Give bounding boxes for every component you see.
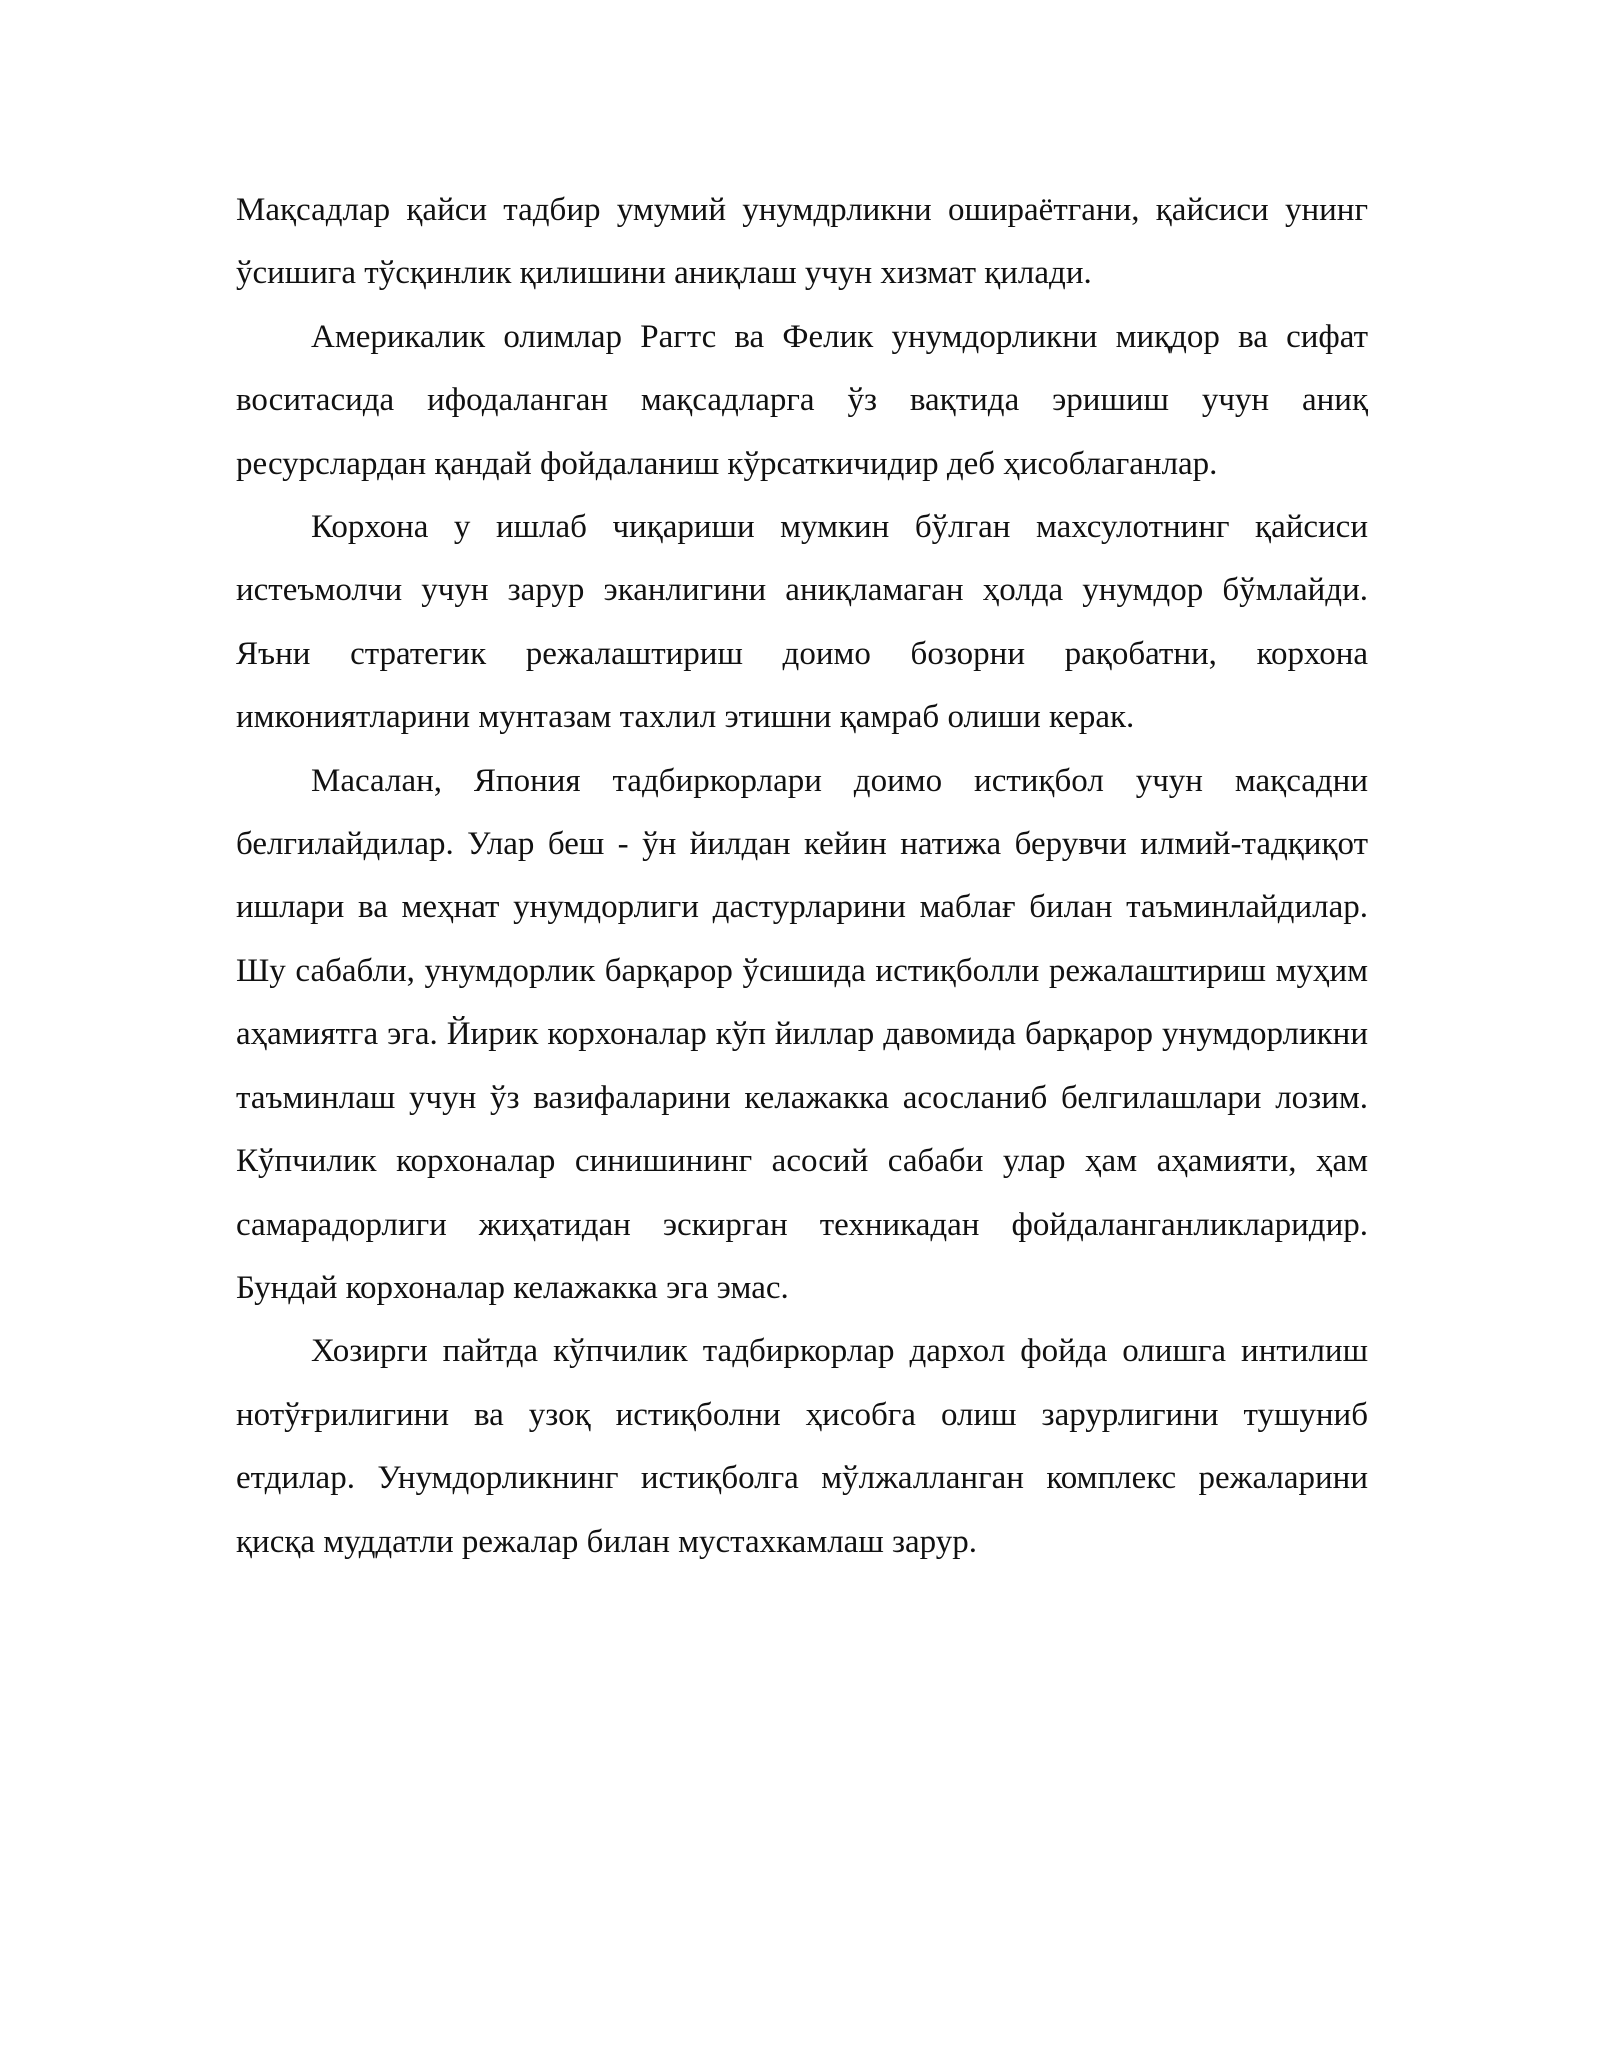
document-body [236,179,1368,1574]
paragraph-4: Масалан, Япония тадбиркорлари доимо истиқбол учун мақсадни белгилайдилар. Улар беш - ўн йилдан кейин натижа берувчи илмий-тадқиқот ишлари ва меҳнат унумдорлиги дастурларини маблағ билан таъминлайдилар. Шу сабабли, унумдорлик барқарор ўсишида истиқболли режалаштириш муҳим аҳамиятга эга. Йирик корхоналар кўп йиллар давомида барқарор унумдорликни таъминлаш учун ўз вазифаларини келажакка асосланиб белгилашлари лозим. Кўпчилик корхоналар синишининг асосий сабаби улар ҳам аҳамияти, ҳам самарадорлиги жиҳатидан эскирган техникадан фойдаланганликларидир. Бундай корхоналар келажакка эга эмас. [236,762,1368,1306]
paragraph-3: Корхона у ишлаб чиқариши мумкин бўлган махсулотнинг қайсиси истеъмолчи учун зарур эканлигини аниқламаган ҳолда унумдор бўмлайди. Яъни стратегик режалаштириш доимо бозорни рақобатни, корхона имкониятларини мунтазам тахлил этишни қамраб олиши керак. [236,509,1368,736]
paragraph-1: Мақсадлар қайси тадбир умумий унумдрликни ошираётгани, қайсиси унинг ўсишига тўсқинлик қилишини аниқлаш учун хизмат қилади. [236,192,1368,292]
paragraph-2: Америкалик олимлар Рагтс ва Фелик унумдорликни миқдор ва сифат воситасида ифодаланган мақсадларга ўз вақтида эришиш учун аниқ ресурслардан қандай фойдаланиш кўрсаткичидир деб ҳисоблаганлар. [236,318,1368,482]
paragraph-5: Хозирги пайтда кўпчилик тадбиркорлар дархол фойда олишга интилиш нотўғрилигини ва узоқ истиқболни ҳисобга олиш зарурлигини тушуниб етдилар. Унумдорликнинг истиқболга мўлжалланган комплекс режаларини қисқа муддатли режалар билан мустахкамлаш зарур. [236,1333,1368,1560]
